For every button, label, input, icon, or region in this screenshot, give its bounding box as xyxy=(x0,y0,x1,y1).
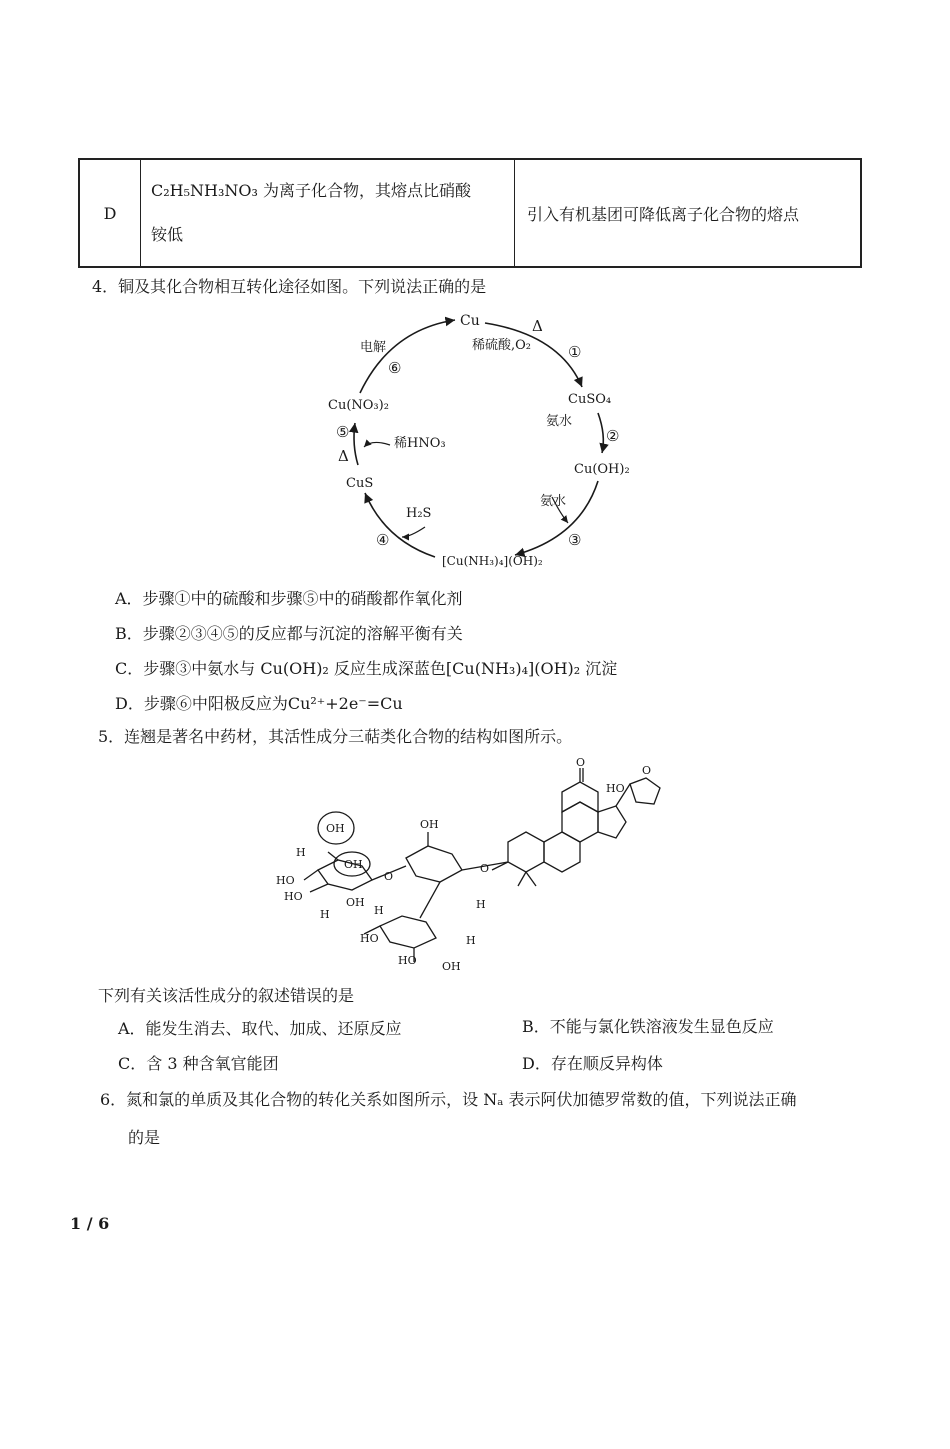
step3-marker: ③ xyxy=(568,531,582,549)
copper-cycle-diagram xyxy=(310,305,640,575)
explanation-cell: 引入有机基团可降低离子化合物的熔点 xyxy=(515,159,862,267)
page-number: 1 / 6 xyxy=(70,1214,110,1233)
statement-line2: 铵低 xyxy=(151,225,184,244)
ring-d xyxy=(598,806,626,838)
label-ketone-o: O xyxy=(576,756,586,769)
species-cuno32: Cu(NO₃)₂ xyxy=(328,398,389,413)
arrow-step2 xyxy=(598,413,603,453)
q4-stem: 4．铜及其化合物相互转化途径如图。下列说法正确的是 xyxy=(92,277,487,296)
label-h-3: H xyxy=(374,904,384,917)
label-ho-4: HO xyxy=(398,954,417,967)
label-h-2: H xyxy=(320,908,330,921)
q4-option-d: D．步骤⑥中阳极反应为Cu²⁺+2e⁻=Cu xyxy=(115,694,403,713)
table-row xyxy=(79,159,861,267)
arrow-step6 xyxy=(360,320,455,393)
q5-stem: 5．连翘是著名中药材，其活性成分三萜类化合物的结构如图所示。 xyxy=(98,727,573,746)
q5-option-d: D．存在顺反异构体 xyxy=(522,1054,663,1073)
label-oh-2: OH xyxy=(344,858,363,871)
label-ho-3: HO xyxy=(360,932,379,945)
label-oh-4: OH xyxy=(420,818,439,831)
label-ho-2: HO xyxy=(284,890,303,903)
q4-option-b: B．步骤②③④⑤的反应都与沉淀的溶解平衡有关 xyxy=(115,624,463,643)
q5-question: 下列有关该活性成分的叙述错误的是 xyxy=(98,986,355,1005)
species-cu: Cu xyxy=(460,313,480,329)
reagent-step2: 氨水 xyxy=(546,414,573,429)
label-oh-3: OH xyxy=(346,896,365,909)
ring-furan xyxy=(630,778,660,804)
label-o-link-1: O xyxy=(384,870,394,883)
label-h-5: H xyxy=(466,934,476,947)
reagent-step4: H₂S xyxy=(406,506,432,521)
q6-stem-line1: 6．氮和氯的单质及其化合物的转化关系如图所示，设 Nₐ 表示阿伏加德罗常数的值，下列说法正确 xyxy=(100,1090,797,1109)
step5-marker: ⑤ xyxy=(336,423,350,441)
label-ho-top: HO xyxy=(606,782,625,795)
sugar-bottom xyxy=(380,916,436,948)
q5-option-b: B．不能与氯化铁溶液发生显色反应 xyxy=(522,1017,774,1036)
label-ring-o: O xyxy=(642,764,652,777)
q5-option-c: C．含 3 种含氧官能团 xyxy=(118,1054,279,1073)
reagent-step6: 电解 xyxy=(360,340,387,355)
q6-stem-line2: 的是 xyxy=(128,1128,161,1147)
reagent-step1: 稀硫酸,O₂ xyxy=(472,338,532,353)
triterpenoid-structure xyxy=(270,752,690,984)
species-cuso4: CuSO₄ xyxy=(568,392,612,407)
label-oh-1: OH xyxy=(326,822,345,835)
ring-a xyxy=(508,832,544,872)
reagent-step5: 稀HNO₃ xyxy=(394,436,446,451)
ring-c xyxy=(562,802,598,842)
label-o-link-2: O xyxy=(480,862,490,875)
heat-step1: Δ xyxy=(532,317,543,335)
statement-line1: C₂H₅NH₃NO₃ 为离子化合物，其熔点比硝酸 xyxy=(151,181,472,200)
q4-option-c: C．步骤③中氨水与 Cu(OH)₂ 反应生成深蓝色[Cu(NH₃)₄](OH)₂ 沉淀 xyxy=(115,659,618,678)
reagent-step3: 氨水 xyxy=(540,494,567,509)
q4-option-a: A．步骤①中的硫酸和步骤⑤中的硝酸都作氧化剂 xyxy=(115,589,463,608)
sugar-middle xyxy=(406,846,462,882)
heat-step5: Δ xyxy=(338,447,349,465)
option-table xyxy=(78,158,862,268)
step4-marker: ④ xyxy=(376,531,390,549)
arrow-hno3 xyxy=(364,442,390,447)
row-label: D xyxy=(79,159,141,267)
species-cuoh2: Cu(OH)₂ xyxy=(574,462,630,477)
label-h-1: H xyxy=(296,846,306,859)
species-complex: [Cu(NH₃)₄](OH)₂ xyxy=(442,554,543,568)
species-cus: CuS xyxy=(346,476,374,491)
ring-top xyxy=(562,782,598,812)
step1-marker: ① xyxy=(568,343,582,361)
statement-cell xyxy=(141,159,515,267)
arrow-h2s xyxy=(402,527,425,537)
step6-marker: ⑥ xyxy=(388,359,402,377)
ring-b xyxy=(544,832,580,872)
step2-marker: ② xyxy=(606,427,620,445)
label-oh-5: OH xyxy=(442,960,461,973)
label-h-4: H xyxy=(476,898,486,911)
label-ho-1: HO xyxy=(276,874,295,887)
arrow-step5 xyxy=(354,423,358,465)
arrow-step3 xyxy=(515,481,598,555)
q5-option-a: A．能发生消去、取代、加成、还原反应 xyxy=(118,1019,402,1038)
